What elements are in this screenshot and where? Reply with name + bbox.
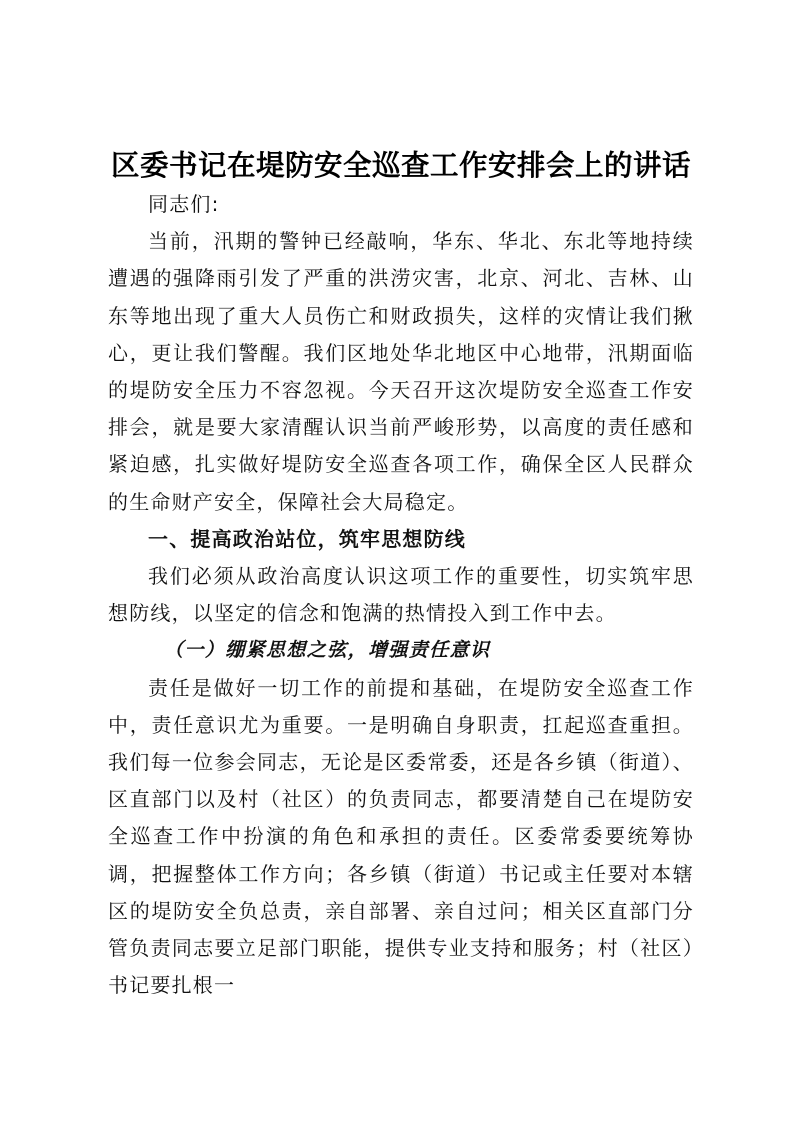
section-intro-paragraph: 我们必须从政治高度认识这项工作的重要性，切实筑牢思想防线，以坚定的信念和饱满的热情投入到工作中去。	[108, 564, 694, 626]
greeting: 同志们:	[148, 192, 220, 216]
document-title: 区委书记在堤防安全巡查工作安排会上的讲话	[110, 148, 691, 182]
section-heading: 一、提高政治站位，筑牢思想防线	[148, 526, 466, 551]
subsection-heading: （一）绷紧思想之弦，增强责任意识	[164, 639, 491, 662]
subsection-body-paragraph: 责任是做好一切工作的前提和基础，在堤防安全巡查工作中，责任意识尤为重要。一是明确自身职责，扛起巡查重担。我们每一位参会同志，无论是区委常委，还是各乡镇（街道）、区直部门以及村（社区）的负责同志，都要清楚自己在堤防安全巡查工作中扮演的角色和承担的责任。区委常委要统筹协调，把握整体工作方向；各乡镇（街道）书记或主任要对本辖区的堤防安全负总责，亲自部署、亲自过问；相关区直部门分管负责同志要立足部门职能，提供专业支持和服务；村（社区）书记要扎根一	[108, 675, 694, 998]
document-body	[108, 144, 694, 1004]
intro-paragraph: 当前，汛期的警钟已经敲响，华东、华北、东北等地持续遭遇的强降雨引发了严重的洪涝灾害，北京、河北、吉林、山东等地出现了重大人员伤亡和财政损失，这样的灾情让我们揪心，更让我们警醒。我们区地处华北地区中心地带，汛期面临的堤防安全压力不容忽视。今天召开这次堤防安全巡查工作安排会，就是要大家清醒认识当前严峻形势，以高度的责任感和紧迫感，扎实做好堤防安全巡查各项工作，确保全区人民群众的生命财产安全，保障社会大局稳定。	[108, 229, 694, 514]
